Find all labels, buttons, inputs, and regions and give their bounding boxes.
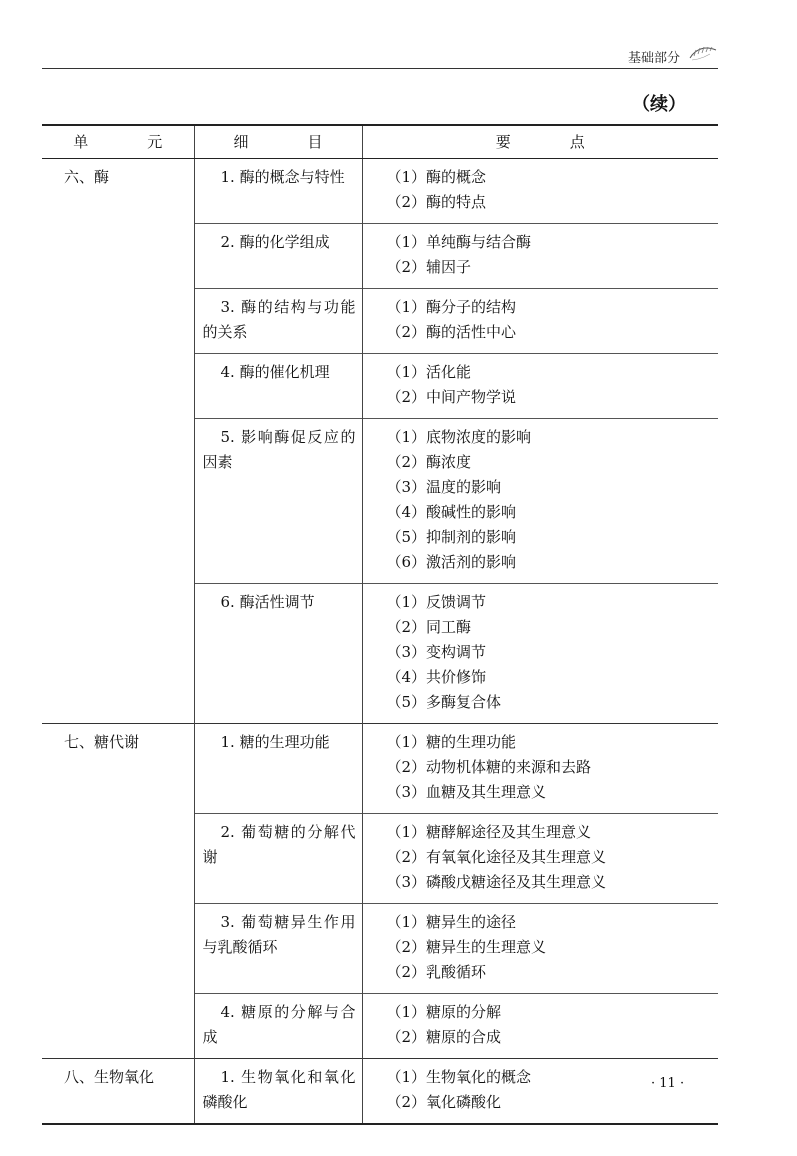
point-text: （2）糖原的合成 [386,1028,502,1046]
point-text: （1）酶分子的结构 [386,298,517,316]
points-cell [362,1059,718,1125]
continued-label: （续） [632,94,686,115]
point-text: （5）抑制剂的影响 [386,528,517,546]
item-title: 1. 酶的概念与特性 [220,168,345,186]
point-text: （2）同工酶 [386,618,472,636]
table-header-row [42,125,718,159]
item-title: 1. 生物氧化和氧化磷酸化 [202,1068,356,1111]
unit-name: 八、生物氧化 [64,1068,155,1086]
header-section-label: 基础部分 [628,51,681,66]
point-text: （2）中间产物学说 [386,388,517,406]
unit-cell [42,1059,194,1125]
item-title: 4. 糖原的分解与合成 [202,1003,356,1046]
point-text: （3）温度的影响 [386,478,502,496]
point-text: （1）生物氧化的概念 [386,1068,532,1086]
item-cell [194,354,362,419]
point-text: （1）糖的生理功能 [386,733,517,751]
table-row [42,1059,718,1125]
points-cell [362,994,718,1059]
point-text: （6）激活剂的影响 [386,553,517,571]
unit-cell [42,159,194,724]
item-title: 1. 糖的生理功能 [220,733,330,751]
syllabus-table [42,124,718,1125]
point-text: （1）糖异生的途径 [386,913,517,931]
points-cell [362,814,718,904]
column-header-item: 细 目 [194,125,362,159]
item-title: 2. 葡萄糖的分解代谢 [202,823,356,866]
points-cell [362,724,718,814]
point-text: （2）乳酸循环 [386,963,487,981]
item-cell [194,289,362,354]
point-text: （2）糖异生的生理意义 [386,938,547,956]
point-text: （1）糖酵解途径及其生理意义 [386,823,592,841]
item-title: 6. 酶活性调节 [220,593,315,611]
unit-cell [42,724,194,1059]
point-text: （5）多酶复合体 [386,693,502,711]
item-cell [194,814,362,904]
page-number: · 11 · [651,1076,685,1091]
points-cell [362,159,718,224]
points-cell [362,224,718,289]
point-text: （1）糖原的分解 [386,1003,502,1021]
table-row [42,159,718,224]
point-text: （1）底物浓度的影响 [386,428,532,446]
item-title: 4. 酶的催化机理 [220,363,330,381]
point-text: （2）酶的活性中心 [386,323,517,341]
unit-name: 六、酶 [64,168,110,186]
point-text: （1）反馈调节 [386,593,487,611]
point-text: （2）有氧氧化途径及其生理意义 [386,848,607,866]
point-text: （2）酶浓度 [386,453,472,471]
point-text: （2）氧化磷酸化 [386,1093,502,1111]
item-cell [194,724,362,814]
item-cell [194,994,362,1059]
points-cell [362,289,718,354]
item-title: 5. 影响酶促反应的因素 [202,428,356,471]
point-text: （1）酶的概念 [386,168,487,186]
item-cell [194,159,362,224]
item-title: 3. 酶的结构与功能的关系 [202,298,356,341]
point-text: （4）共价修饰 [386,668,487,686]
item-cell [194,419,362,584]
points-cell [362,419,718,584]
point-text: （2）酶的特点 [386,193,487,211]
column-header-unit: 单 元 [42,125,194,159]
table-row [42,724,718,814]
point-text: （4）酸碱性的影响 [386,503,517,521]
item-title: 2. 酶的化学组成 [220,233,330,251]
point-text: （2）辅因子 [386,258,472,276]
points-cell [362,904,718,994]
point-text: （3）磷酸戊糖途径及其生理意义 [386,873,607,891]
point-text: （1）单纯酶与结合酶 [386,233,532,251]
point-text: （3）变构调节 [386,643,487,661]
points-cell [362,354,718,419]
item-cell [194,1059,362,1125]
point-text: （1）活化能 [386,363,472,381]
column-header-points: 要 点 [362,125,718,159]
unit-name: 七、糖代谢 [64,733,140,751]
leaf-ornament-icon [688,44,718,64]
point-text: （3）血糖及其生理意义 [386,783,547,801]
item-cell [194,904,362,994]
item-cell [194,584,362,724]
points-cell [362,584,718,724]
item-cell [194,224,362,289]
point-text: （2）动物机体糖的来源和去路 [386,758,592,776]
item-title: 3. 葡萄糖异生作用与乳酸循环 [202,913,356,956]
header-rule [42,68,718,69]
